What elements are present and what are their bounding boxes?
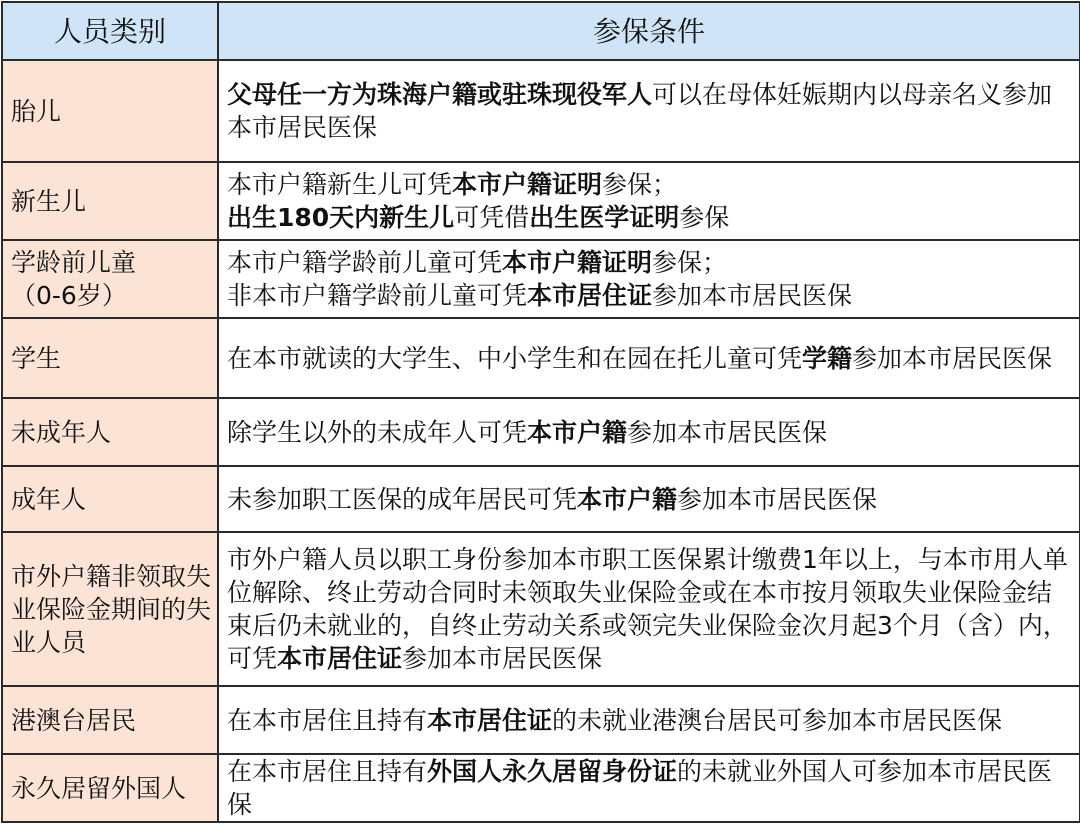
condition-cell: [218, 398, 1080, 466]
condition-text: 可凭借: [454, 203, 530, 232]
condition-cell: [218, 686, 1080, 754]
condition-text: 本市户籍新生儿可凭: [227, 170, 453, 199]
condition-cell: [218, 60, 1080, 162]
condition-text-bold: 出生医学证明: [529, 203, 680, 232]
table-row: [2, 318, 1080, 398]
table-row: [2, 162, 1080, 240]
condition-cell: [218, 466, 1080, 532]
table-row: [2, 398, 1080, 466]
condition-text: 参保；: [602, 170, 678, 199]
category-label: 胎儿: [11, 96, 62, 126]
condition-text: 未参加职工医保的成年居民可凭: [227, 484, 578, 514]
condition-cell: [218, 162, 1080, 240]
condition-text: 参保: [679, 203, 730, 232]
condition-text: 参加本市居民医保: [627, 417, 828, 447]
condition-line: [227, 483, 1073, 516]
condition-text-bold: 本市户籍证明: [452, 170, 603, 199]
category-cell: [2, 60, 218, 162]
condition-text: 非本市户籍学龄前儿童可凭: [227, 281, 528, 310]
category-cell: [2, 466, 218, 532]
condition-line: [227, 279, 1073, 312]
header-condition: 参保条件: [218, 2, 1080, 60]
table-row: [2, 532, 1080, 686]
category-label: （0-6岁）: [11, 281, 127, 310]
category-label: 港澳台居民: [11, 705, 137, 735]
condition-text: 参加本市居民医保: [852, 343, 1053, 373]
condition-line: [227, 416, 1073, 449]
condition-text-bold: 学籍: [802, 343, 853, 373]
condition-text: 本市户籍学龄前儿童可凭: [227, 248, 503, 277]
condition-line: [227, 704, 1073, 737]
condition-text-bold: 本市居住证: [427, 705, 553, 735]
table-header-row: [2, 2, 1080, 60]
condition-text-bold: 本市居住证: [527, 281, 653, 310]
condition-cell: [218, 318, 1080, 398]
condition-text: 参加本市居民医保: [652, 281, 853, 310]
condition-text: 在本市就读的大学生、中小学生和在园在托儿童可凭: [227, 343, 803, 373]
condition-text: 的未就业外国人可参加本市居民医保: [227, 757, 1053, 819]
category-label: 市外户籍非领取失业保险金期间的失业人员: [11, 561, 212, 657]
condition-text: 在本市居住且持有: [227, 757, 428, 786]
condition-cell: [218, 532, 1080, 686]
condition-text: 市外户籍人员以职工身份参加本市职工医保累计缴费1年以上，与本市用人单位解除、终止劳动合同时未领取失业保险金或在本市按月领取失业保险金结束后仍未就业的，自终止劳动关系或领完失业保险金次月起3个月（含）内，可凭: [227, 545, 1068, 673]
category-cell: [2, 398, 218, 466]
table-body: [2, 60, 1080, 822]
condition-text-bold: 父母任一方为珠海户籍或驻珠现役军人: [227, 80, 653, 109]
category-cell: [2, 240, 218, 318]
condition-text: 可以在母体妊娠期内以母亲名义参加本市居民医保: [227, 80, 1053, 142]
category-label: 学生: [11, 343, 62, 373]
condition-line: [227, 342, 1073, 375]
condition-text: 在本市居住且持有: [227, 705, 428, 735]
condition-line: [227, 755, 1073, 821]
condition-text: 参保；: [652, 248, 728, 277]
condition-line: [227, 543, 1073, 675]
condition-text-bold: 本市居住证: [277, 644, 403, 673]
condition-text: 参加本市居民医保: [677, 484, 878, 514]
condition-cell: [218, 240, 1080, 318]
category-cell: [2, 162, 218, 240]
condition-text-bold: 出生180天内新生儿: [227, 203, 455, 232]
category-label: 成年人: [11, 484, 87, 514]
condition-cell: [218, 754, 1080, 822]
category-label: 未成年人: [11, 417, 112, 447]
condition-text-bold: 本市户籍: [577, 484, 678, 514]
category-cell: [2, 686, 218, 754]
condition-text: 除学生以外的未成年人可凭: [227, 417, 528, 447]
category-cell: [2, 318, 218, 398]
condition-line: [227, 78, 1073, 144]
category-cell: [2, 532, 218, 686]
header-category: 人员类别: [2, 2, 218, 60]
table-row: [2, 466, 1080, 532]
table-row: [2, 754, 1080, 822]
insurance-eligibility-table: [1, 1, 1080, 823]
table-row: [2, 240, 1080, 318]
condition-text-bold: 外国人永久居留身份证: [427, 757, 678, 786]
category-label: 学龄前儿童: [11, 248, 137, 277]
table-row: [2, 60, 1080, 162]
table-row: [2, 686, 1080, 754]
condition-text-bold: 本市户籍证明: [502, 248, 653, 277]
condition-text: 参加本市居民医保: [402, 644, 603, 673]
category-label: 新生儿: [11, 186, 87, 216]
condition-line: [227, 201, 1073, 234]
category-label: 永久居留外国人: [11, 773, 187, 803]
condition-line: [227, 246, 1073, 279]
category-cell: [2, 754, 218, 822]
condition-text: 的未就业港澳台居民可参加本市居民医保: [552, 705, 1003, 735]
condition-text-bold: 本市户籍: [527, 417, 628, 447]
condition-line: [227, 168, 1073, 201]
